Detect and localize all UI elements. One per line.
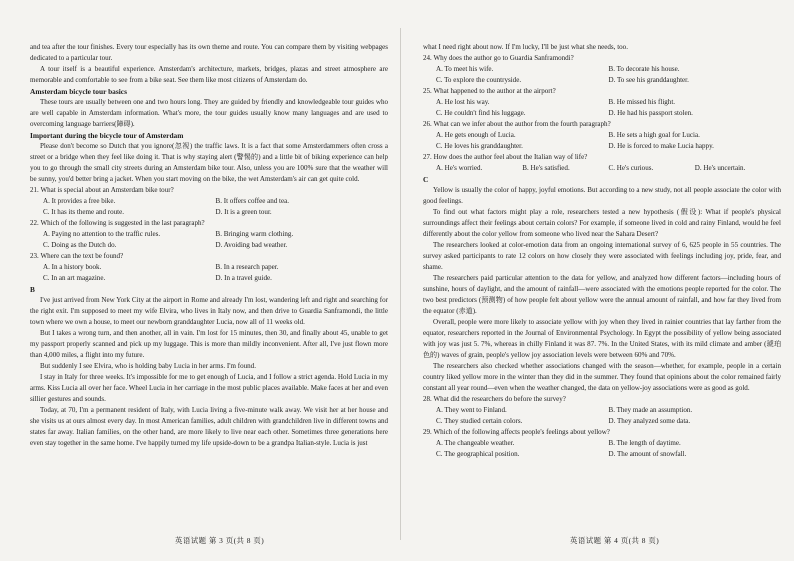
passage-c-para-2: To find out what factors might play a role, researchers tested a new hypothesis (假设): What if people's physical surroundings affect their feelings about certain colors? For example, if someone lived in cold and rainy Finland, would he feel differently about the color yellow from someone who lived near the Sahara Desert? <box>423 208 781 238</box>
right-page-column <box>423 42 781 460</box>
option-22a: A. Paying no attention to the traffic rules. <box>43 230 161 238</box>
question-22: 22. Which of the following is suggested in the last paragraph? <box>30 219 205 227</box>
option-27b: B. He's satisfied. <box>522 164 570 172</box>
section-heading-important: Important during the bicycle tour of Amsterdam <box>30 131 184 140</box>
option-23d: D. In a travel guide. <box>215 274 272 282</box>
option-26c: C. He loves his granddaughter. <box>436 142 523 150</box>
option-21d: D. It is a green tour. <box>215 208 272 216</box>
option-28d: D. They analyzed some data. <box>608 417 691 425</box>
option-27a: A. He's worried. <box>436 164 483 172</box>
option-29b: B. The length of daytime. <box>608 439 681 447</box>
passage-a-para-1: and tea after the tour finishes. Every tour especially has its own theme and route. You can compare them by visiting webpages dedicated to a particular tour. <box>30 43 388 62</box>
option-23b: B. In a research paper. <box>215 263 279 271</box>
option-27d: D. He's uncertain. <box>694 164 746 172</box>
page-divider <box>400 28 401 540</box>
passage-a-para-4: Please don't become so Dutch that you ignore(忽视) the traffic laws. It is a fact that some Amsterdammers often cross a street or a bridge when they feel like doing it. That is why staying alert (警惕的) and a little bit of biking experience can help you to go through the small city streets during an Amsterdam bike tour. Also, unless you are 100% sure that the weather will be sunny, you'd better bring a jacket. When you start moving on the bike, the wet Amsterdam's air can get quite cold. <box>30 142 388 183</box>
option-21c: C. It has its theme and route. <box>43 208 125 216</box>
question-24: 24. Why does the author go to Guardia Sanframondi? <box>423 54 574 62</box>
option-25a: A. He lost his way. <box>436 98 490 106</box>
option-23c: C. In an art magazine. <box>43 274 106 282</box>
option-23a: A. In a history book. <box>43 263 102 271</box>
passage-b-para-2: But I takes a wrong turn, and then another, all in vain. I'm lost for 15 minutes, then 30, and finally about 45, unable to get my passport properly scanned and pick up my luggage. This is more than mildly inconvenient. After all, I've just flown more than 4,000 miles, a flight into my future. <box>30 329 388 359</box>
option-29d: D. The amount of snowfall. <box>608 450 687 458</box>
question-22-options <box>30 229 388 251</box>
option-24d: D. To see his granddaughter. <box>608 76 689 84</box>
question-24-options <box>423 64 781 86</box>
question-28-options <box>423 405 781 427</box>
passage-b-continuation: what I need right about now. If I'm lucky, I'll be just what she needs, too. <box>423 43 628 51</box>
option-21a: A. It provides a free bike. <box>43 197 116 205</box>
passage-c-para-1: Yellow is usually the color of happy, joyful emotions. But according to a new study, not all people associate the color with good feelings. <box>423 186 781 205</box>
page-number-right: 英语试题 第 4 页(共 8 页) <box>570 536 660 545</box>
option-25c: C. He couldn't find his luggage. <box>436 109 526 117</box>
option-24a: A. To meet his wife. <box>436 65 494 73</box>
passage-a-para-2: A tour itself is a beautiful experience. Amsterdam's architecture, markets, bridges, plazas and street atmosphere are memorable and comfortable to see from a bike seat. See them like most citizens of Amsterdam do. <box>30 65 388 84</box>
section-label-c: C <box>423 175 429 184</box>
option-26d: D. He is forced to make Lucia happy. <box>608 142 714 150</box>
page-number-left: 英语试题 第 3 页(共 8 页) <box>175 536 265 545</box>
section-heading-basics: Amsterdam bicycle tour basics <box>30 87 127 96</box>
option-27c: C. He's curious. <box>608 164 654 172</box>
question-21-options <box>30 196 388 218</box>
question-25: 25. What happened to the author at the airport? <box>423 87 556 95</box>
option-25b: B. He missed his flight. <box>608 98 676 106</box>
option-28c: C. They studied certain colors. <box>436 417 523 425</box>
passage-a-para-3: These tours are usually between one and two hours long. They are guided by friendly and knowledgeable tour guides who are well capable in Amsterdam information. What's more, the tour guides usually know many languages and are used to overcoming language barriers(障碍). <box>30 98 388 128</box>
passage-b-para-5: Today, at 70, I'm a permanent resident of Italy, with Lucia living a five-minute walk away. We visit her at her house and she visits us at ours almost every day. In most American families, adult children with grandchildren live in different towns and states far away. Italian families, on the other hand, are more likely to live near each other. Sometimes three generations here even stay together in the same home. I've happily turned my life upside-down to be a grandpa Italian-style. Lucia is just <box>30 406 388 447</box>
question-29-options <box>423 438 781 460</box>
section-label-b: B <box>30 285 35 294</box>
option-25d: D. He had his passport stolen. <box>608 109 693 117</box>
question-21: 21. What is special about an Amsterdam bike tour? <box>30 186 174 194</box>
passage-c-para-4: The researchers paid particular attention to the data for yellow, and analyzed how different factors—including hours of sunshine, hours of daylight, and the amount of rainfall—were associated with the emotions people reported for the color. The two best predictors (预测物) of how people felt about yellow were the annual amount of rainfall, and how far they lived from the equator (赤道). <box>423 274 781 315</box>
question-25-options <box>423 97 781 119</box>
question-23: 23. Where can the text be found? <box>30 252 124 260</box>
passage-c-para-6: The researchers also checked whether associations changed with the season—whether, for example, people in a certain country liked yellow more in the winter than they did in the summer. They found that opinions about the color remained fairly constant all year round—even when the weather changed, the data on yellow-joy associations were as good as gold. <box>423 362 781 392</box>
option-24c: C. To explore the countryside. <box>436 76 522 84</box>
passage-b-para-1: I've just arrived from New York City at the airport in Rome and already I'm lost, wandering left and right and searching for the right exit. I'm supposed to meet my wife Elvira, who lives in Italy now, and then drive to Guardia Sanframondi, the little town where we own a house, to meet our newborn granddaughter Lucia, now all of 11 weeks old. <box>30 296 388 326</box>
option-22b: B. Bringing warm clothing. <box>215 230 294 238</box>
option-28a: A. They went to Finland. <box>436 406 507 414</box>
question-26: 26. What can we infer about the author from the fourth paragraph? <box>423 120 611 128</box>
question-28: 28. What did the researchers do before the survey? <box>423 395 566 403</box>
question-27-options <box>423 163 781 174</box>
option-29c: C. The geographical position. <box>436 450 520 458</box>
option-22d: D. Avoiding bad weather. <box>215 241 288 249</box>
question-23-options <box>30 262 388 284</box>
question-27: 27. How does the author feel about the Italian way of life? <box>423 153 588 161</box>
option-26a: A. He gets enough of Lucia. <box>436 131 516 139</box>
passage-b-para-3: But suddenly I see Elvira, who is holding baby Lucia in her arms. I'm found. <box>40 362 256 370</box>
left-page-column <box>30 42 388 449</box>
option-28b: B. They made an assumption. <box>608 406 693 414</box>
option-26b: B. He sets a high goal for Lucia. <box>608 131 700 139</box>
option-24b: B. To decorate his house. <box>608 65 680 73</box>
question-29: 29. Which of the following affects people's feelings about yellow? <box>423 428 610 436</box>
option-21b: B. It offers coffee and tea. <box>215 197 290 205</box>
option-29a: A. The changeable weather. <box>436 439 515 447</box>
option-22c: C. Doing as the Dutch do. <box>43 241 117 249</box>
passage-c-para-5: Overall, people were more likely to associate yellow with joy when they lived in rainier countries that lay farther from the equator, researchers reported in the Journal of Environmental Psychology. In Egypt the possibility of yellow being associated with joy was just 5. 7%, whereas in chilly Finland it was 87. 7%. In the United States, with its mild climate and amber (琥珀色的) waves of grain, people's yellow joy association levels were between 60% and 70%. <box>423 318 781 359</box>
question-26-options <box>423 130 781 152</box>
passage-c-para-3: The researchers looked at color-emotion data from an ongoing international survey of 6, 625 people in 55 countries. The survey asked participants to rate 12 colors on how closely they were associated with feelings including joy, pride, fear, and shame. <box>423 241 781 271</box>
passage-b-para-4: I stay in Italy for three weeks. It's impossible for me to get enough of Lucia, and I follow a strict agenda. Hold Lucia in my arms. Kiss Lucia all over her face. Wheel Lucia in her carriage in the most public places available. Make faces at her and even sillier gestures and sounds. <box>30 373 388 403</box>
